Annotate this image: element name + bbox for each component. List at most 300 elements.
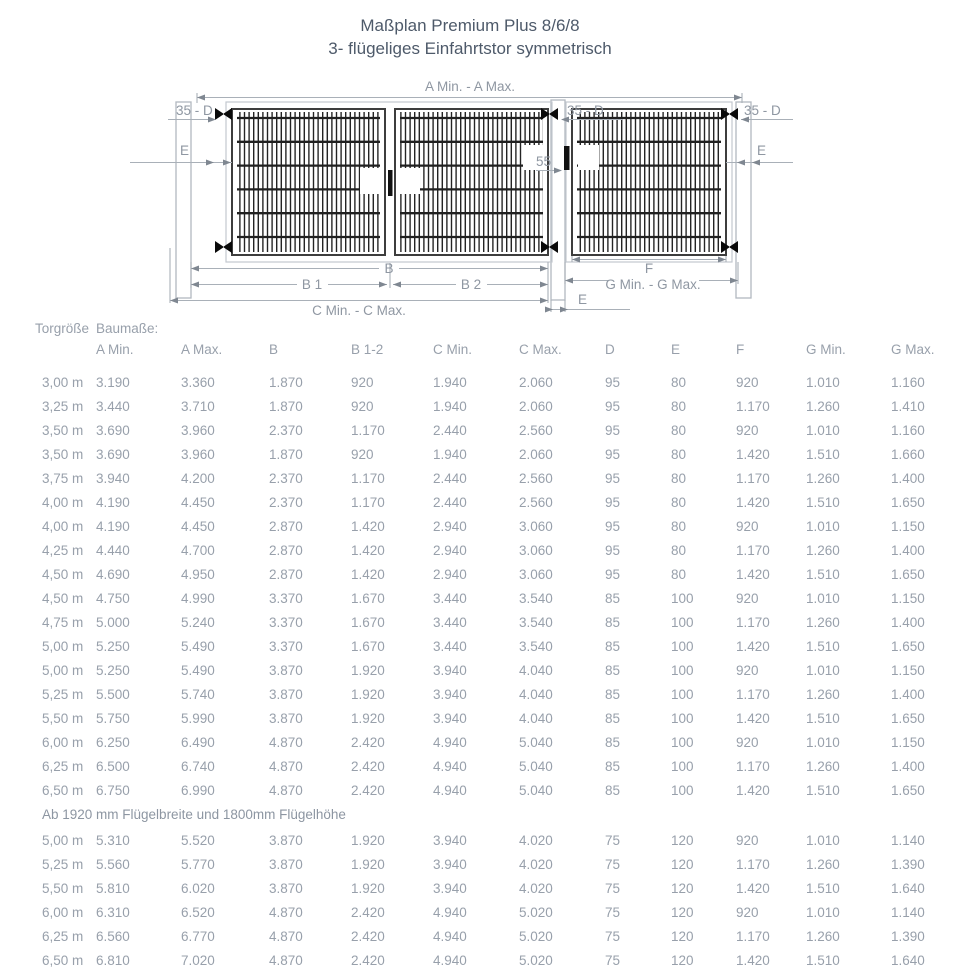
table-row	[35, 852, 960, 876]
dimension-cell: 1.010	[806, 904, 840, 920]
dimension-cell: 2.420	[351, 734, 385, 750]
table-note: Ab 1920 mm Flügelbreite und 1800mm Flügelhöhe	[42, 807, 346, 822]
column-header: A Min.	[96, 342, 134, 357]
dimension-cell: 1.400	[891, 758, 925, 774]
dimension-cell: 5.310	[96, 832, 130, 848]
dimension-cell: 5.250	[96, 638, 130, 654]
dimension-cell: 6.560	[96, 928, 130, 944]
dimension-cell: 85	[605, 734, 621, 750]
dimension-cell: 2.370	[269, 422, 303, 438]
dimension-cell: 95	[605, 542, 621, 558]
dimension-cell: 3.870	[269, 662, 303, 678]
dimension-cell: 95	[605, 398, 621, 414]
dimension-cell: 6.750	[96, 782, 130, 798]
dimension-cell: 2.060	[519, 374, 553, 390]
dimension-cell: 1.410	[891, 398, 925, 414]
dimension-cell: 80	[671, 398, 687, 414]
dimension-cell: 6.520	[181, 904, 215, 920]
dimension-cell: 2.870	[269, 542, 303, 558]
lock-box	[360, 168, 380, 194]
dimension-cell: 1.660	[891, 446, 925, 462]
dimension-cell: 1.510	[806, 566, 840, 582]
dimension-cell: 5.740	[181, 686, 215, 702]
gate-size-cell: 4,75 m	[42, 614, 84, 630]
dimension-cell: 80	[671, 446, 687, 462]
dimension-cell: 5.810	[96, 880, 130, 896]
dimension-cell: 1.510	[806, 952, 840, 968]
dimension-cell: 75	[605, 928, 621, 944]
dimension-cell: 6.310	[96, 904, 130, 920]
dimension-cell: 95	[605, 422, 621, 438]
dimension-cell: 2.940	[433, 542, 467, 558]
gate-size-cell: 4,00 m	[42, 518, 84, 534]
column-header: F	[736, 342, 745, 357]
table-row	[35, 514, 960, 538]
dimension-cell: 1.170	[351, 422, 385, 438]
dimension-cell: 3.540	[519, 638, 553, 654]
dimension-cell: 1.010	[806, 374, 840, 390]
dimension-cell: 2.440	[433, 422, 467, 438]
dimension-cell: 5.490	[181, 662, 215, 678]
dimension-cell: 95	[605, 446, 621, 462]
dimension-cell: 6.490	[181, 734, 215, 750]
dim-label-c: C Min. - C Max.	[312, 303, 406, 318]
dimension-cell: 1.920	[351, 880, 385, 896]
dimension-cell: 1.400	[891, 470, 925, 486]
dimension-cell: 5.000	[96, 614, 130, 630]
dimension-cell: 5.500	[96, 686, 130, 702]
wing-f	[564, 109, 726, 255]
dimension-cell: 920	[736, 832, 759, 848]
dimension-cell: 2.060	[519, 446, 553, 462]
title-line2: 3- flügeliges Einfahrtstor symmetrisch	[328, 39, 612, 58]
dimension-cell: 85	[605, 662, 621, 678]
dimension-cell: 1.140	[891, 832, 925, 848]
dimension-cell: 95	[605, 374, 621, 390]
gate-size-cell: 3,50 m	[42, 446, 84, 462]
dimension-cell: 120	[671, 952, 694, 968]
dimension-cell: 1.650	[891, 494, 925, 510]
table-section-2	[35, 828, 960, 972]
dimension-cell: 5.520	[181, 832, 215, 848]
table-row	[35, 682, 960, 706]
column-header: D	[605, 342, 615, 357]
dimension-cell: 2.870	[269, 566, 303, 582]
dimension-cell: 85	[605, 638, 621, 654]
dimension-cell: 2.370	[269, 470, 303, 486]
dimension-cell: 1.510	[806, 880, 840, 896]
dimension-cell: 1.390	[891, 928, 925, 944]
dim-label-e-bottom: E	[578, 292, 588, 307]
dimension-cell: 1.420	[351, 518, 385, 534]
dimension-cell: 3.540	[519, 614, 553, 630]
table-row	[35, 562, 960, 586]
gate-size-cell: 3,75 m	[42, 470, 84, 486]
dimension-cell: 1.010	[806, 422, 840, 438]
dimension-cell: 2.940	[433, 518, 467, 534]
dim-label-e-left: E	[180, 143, 190, 158]
dimension-cell: 1.150	[891, 590, 925, 606]
gate-size-cell: 5,25 m	[42, 686, 84, 702]
gate-size-cell: 6,50 m	[42, 782, 84, 798]
dimension-cell: 85	[605, 758, 621, 774]
lock-box	[578, 145, 599, 170]
column-header-baumasse: Baumaße:	[96, 321, 159, 336]
dimension-cell: 4.700	[181, 542, 215, 558]
dimension-cell: 1.170	[736, 686, 770, 702]
left-post	[176, 102, 191, 298]
table-row	[35, 610, 960, 634]
dimension-cell: 2.420	[351, 952, 385, 968]
gate-size-cell: 3,00 m	[42, 374, 84, 390]
dimension-cell: 1.920	[351, 686, 385, 702]
dimension-cell: 3.960	[181, 422, 215, 438]
dimension-cell: 1.260	[806, 470, 840, 486]
dimension-cell: 1.170	[736, 758, 770, 774]
dimension-cell: 1.140	[891, 904, 925, 920]
dimension-cell: 920	[736, 590, 759, 606]
dimension-cell: 1.650	[891, 710, 925, 726]
table-row	[35, 466, 960, 490]
dimension-cell: 1.420	[736, 566, 770, 582]
dimension-cell: 1.650	[891, 566, 925, 582]
column-header: G Max.	[891, 342, 935, 357]
dimension-cell: 3.190	[96, 374, 130, 390]
title-line1: Maßplan Premium Plus 8/6/8	[360, 16, 580, 35]
dimension-cell: 4.990	[181, 590, 215, 606]
column-header: C Max.	[519, 342, 562, 357]
dimension-cell: 1.420	[736, 446, 770, 462]
dimension-cell: 3.870	[269, 710, 303, 726]
table-row	[35, 538, 960, 562]
dimension-cell: 4.190	[96, 518, 130, 534]
dim-label-d-left: 35 - D	[176, 103, 213, 118]
dimension-cell: 1.170	[351, 494, 385, 510]
dimension-cell: 6.740	[181, 758, 215, 774]
gate-size-cell: 5,50 m	[42, 880, 84, 896]
dimension-cell: 1.160	[891, 422, 925, 438]
dimension-cell: 100	[671, 614, 694, 630]
gate-size-cell: 4,50 m	[42, 590, 84, 606]
lock-box	[400, 168, 420, 194]
dimension-cell: 3.540	[519, 590, 553, 606]
gate-size-cell: 3,25 m	[42, 398, 84, 414]
dimension-cell: 2.420	[351, 758, 385, 774]
dimension-cell: 1.170	[351, 470, 385, 486]
dimension-cell: 4.450	[181, 494, 215, 510]
dimension-cell: 3.690	[96, 446, 130, 462]
gate-size-cell: 4,50 m	[42, 566, 84, 582]
table-row	[35, 442, 960, 466]
hinge-icon	[541, 241, 558, 253]
dimension-cell: 1.420	[736, 494, 770, 510]
dimension-cell: 3.940	[96, 470, 130, 486]
hinge-icon	[721, 108, 738, 120]
dimension-cell: 5.020	[519, 904, 553, 920]
dimension-cell: 75	[605, 856, 621, 872]
dimension-cell: 2.370	[269, 494, 303, 510]
dimension-cell: 4.870	[269, 952, 303, 968]
dimension-cell: 2.060	[519, 398, 553, 414]
dimension-cell: 2.440	[433, 494, 467, 510]
wing-b1	[232, 109, 385, 255]
dimension-cell: 1.940	[433, 374, 467, 390]
dimension-cell: 4.940	[433, 928, 467, 944]
hinge-icon	[215, 241, 232, 253]
dimension-cell: 1.420	[351, 542, 385, 558]
dimension-cell: 95	[605, 470, 621, 486]
dimension-cell: 4.940	[433, 904, 467, 920]
dimension-cell: 920	[736, 374, 759, 390]
dimension-cell: 2.560	[519, 470, 553, 486]
dimension-cell: 120	[671, 832, 694, 848]
dimension-cell: 4.200	[181, 470, 215, 486]
dimension-cell: 5.560	[96, 856, 130, 872]
middle-post	[551, 100, 565, 300]
gate-size-cell: 6,00 m	[42, 734, 84, 750]
dimension-cell: 3.360	[181, 374, 215, 390]
dimension-cell: 5.020	[519, 928, 553, 944]
dimension-cell: 1.260	[806, 758, 840, 774]
dimension-cell: 1.420	[736, 710, 770, 726]
gate-size-cell: 5,00 m	[42, 662, 84, 678]
dimension-cell: 5.750	[96, 710, 130, 726]
dimension-cell: 1.420	[736, 782, 770, 798]
dimension-cell: 4.440	[96, 542, 130, 558]
dimension-cell: 1.870	[269, 398, 303, 414]
hinge-icon	[215, 108, 232, 120]
dimension-cell: 4.450	[181, 518, 215, 534]
dimension-cell: 3.940	[433, 662, 467, 678]
table-section-1	[35, 370, 960, 802]
dimension-cell: 100	[671, 710, 694, 726]
dim-label-a: A Min. - A Max.	[424, 79, 516, 94]
dimension-cell: 4.870	[269, 928, 303, 944]
dimension-cell: 5.990	[181, 710, 215, 726]
table-row	[35, 876, 960, 900]
dimension-cell: 6.500	[96, 758, 130, 774]
gate-size-cell: 6,00 m	[42, 904, 84, 920]
dimension-cell: 6.020	[181, 880, 215, 896]
dim-label-f: F	[644, 261, 654, 276]
dimension-cell: 100	[671, 638, 694, 654]
dimension-cell: 1.010	[806, 590, 840, 606]
dimension-cell: 3.690	[96, 422, 130, 438]
table-row	[35, 586, 960, 610]
gate-size-cell: 6,50 m	[42, 952, 84, 968]
table-row	[35, 634, 960, 658]
dimension-cell: 80	[671, 566, 687, 582]
dimension-cell: 4.690	[96, 566, 130, 582]
dimension-cell: 4.940	[433, 782, 467, 798]
dimension-cell: 1.260	[806, 542, 840, 558]
table-row	[35, 706, 960, 730]
dimension-cell: 3.940	[433, 880, 467, 896]
gate-size-cell: 3,50 m	[42, 422, 84, 438]
dimension-cell: 2.420	[351, 782, 385, 798]
dimension-cell: 2.560	[519, 494, 553, 510]
dim-label-d-mid: 35 - D	[567, 103, 604, 118]
dimension-cell: 1.870	[269, 374, 303, 390]
table-row	[35, 658, 960, 682]
dimension-cell: 3.370	[269, 638, 303, 654]
dimension-cell: 1.670	[351, 614, 385, 630]
dimension-cell: 1.920	[351, 832, 385, 848]
wing-b2	[388, 109, 548, 255]
dimension-cell: 3.710	[181, 398, 215, 414]
dimension-cell: 4.020	[519, 856, 553, 872]
table-row	[35, 370, 960, 394]
dimension-cell: 3.940	[433, 856, 467, 872]
dimension-cell: 4.940	[433, 952, 467, 968]
dimension-cell: 6.770	[181, 928, 215, 944]
dimension-cell: 85	[605, 686, 621, 702]
dimension-cell: 2.420	[351, 928, 385, 944]
dim-label-g: G Min. - G Max.	[605, 277, 701, 292]
dimension-cell: 6.990	[181, 782, 215, 798]
table-row	[35, 730, 960, 754]
dimension-cell: 85	[605, 710, 621, 726]
dimension-cell: 1.150	[891, 662, 925, 678]
table-row	[35, 828, 960, 852]
dimension-cell: 6.250	[96, 734, 130, 750]
gate-size-cell: 4,25 m	[42, 542, 84, 558]
dimension-cell: 1.640	[891, 880, 925, 896]
dimension-cell: 95	[605, 518, 621, 534]
gate-size-cell: 5,00 m	[42, 832, 84, 848]
dimension-cell: 7.020	[181, 952, 215, 968]
center-drop-bolt	[388, 170, 393, 196]
dimension-cell: 1.920	[351, 856, 385, 872]
dimension-cell: 5.040	[519, 782, 553, 798]
dimension-cell: 1.510	[806, 446, 840, 462]
gate-size-cell: 4,00 m	[42, 494, 84, 510]
column-header-torgroesse: Torgröße	[35, 321, 90, 336]
dimension-cell: 1.260	[806, 928, 840, 944]
table-row	[35, 924, 960, 948]
dimension-cell: 1.510	[806, 710, 840, 726]
column-header: A Max.	[181, 342, 223, 357]
dimension-cell: 5.040	[519, 758, 553, 774]
dimension-cell: 75	[605, 880, 621, 896]
dimension-cell: 80	[671, 518, 687, 534]
dimension-cell: 5.020	[519, 952, 553, 968]
dimension-cell: 920	[736, 662, 759, 678]
dimension-cell: 85	[605, 614, 621, 630]
dimension-cell: 1.170	[736, 398, 770, 414]
dimension-cell: 4.040	[519, 662, 553, 678]
table-row	[35, 900, 960, 924]
dimension-cell: 4.020	[519, 880, 553, 896]
dimension-cell: 1.920	[351, 662, 385, 678]
dimension-cell: 1.170	[736, 614, 770, 630]
dimension-cell: 1.400	[891, 542, 925, 558]
dimension-cell: 3.870	[269, 880, 303, 896]
dimension-cell: 3.440	[433, 638, 467, 654]
dimension-cell: 5.770	[181, 856, 215, 872]
table-row	[35, 418, 960, 442]
dimension-cell: 1.870	[269, 446, 303, 462]
dimension-cell: 920	[351, 398, 374, 414]
table-row	[35, 948, 960, 972]
dimension-cell: 4.870	[269, 734, 303, 750]
dimension-cell: 95	[605, 494, 621, 510]
dimension-cell: 1.170	[736, 470, 770, 486]
dimension-cell: 4.950	[181, 566, 215, 582]
dimension-cell: 4.940	[433, 734, 467, 750]
dimension-cell: 75	[605, 832, 621, 848]
dimension-cell: 2.440	[433, 470, 467, 486]
dimension-cell: 120	[671, 880, 694, 896]
dimension-cell: 80	[671, 542, 687, 558]
dimension-cell: 120	[671, 904, 694, 920]
hinge-icon	[541, 108, 558, 120]
dimension-cell: 1.940	[433, 398, 467, 414]
dimension-cell: 75	[605, 952, 621, 968]
group-header-row	[35, 318, 960, 339]
dimension-cell: 1.400	[891, 614, 925, 630]
dimension-cell: 4.940	[433, 758, 467, 774]
dimension-cell: 1.150	[891, 734, 925, 750]
dimension-cell: 80	[671, 494, 687, 510]
dimension-cell: 1.420	[736, 638, 770, 654]
dim-label-e-right: E	[757, 143, 767, 158]
dimension-cell: 1.010	[806, 518, 840, 534]
gate-size-cell: 5,25 m	[42, 856, 84, 872]
dimension-cell: 2.560	[519, 422, 553, 438]
column-header: E	[671, 342, 681, 357]
dimension-cell: 95	[605, 566, 621, 582]
dimension-cell: 100	[671, 758, 694, 774]
dimension-cell: 1.010	[806, 662, 840, 678]
dimension-cell: 1.650	[891, 638, 925, 654]
dimension-cell: 4.750	[96, 590, 130, 606]
dimension-cell: 3.370	[269, 590, 303, 606]
dimension-cell: 920	[736, 904, 759, 920]
dimension-cell: 3.060	[519, 542, 553, 558]
dimension-cell: 3.960	[181, 446, 215, 462]
dimension-cell: 4.190	[96, 494, 130, 510]
dimension-cell: 4.040	[519, 710, 553, 726]
dimension-cell: 4.870	[269, 904, 303, 920]
dimension-cell: 1.420	[736, 880, 770, 896]
column-header: G Min.	[806, 342, 846, 357]
dimension-cell: 1.260	[806, 856, 840, 872]
dimension-cell: 3.440	[433, 614, 467, 630]
table-row	[35, 490, 960, 514]
gate-diagram	[0, 0, 960, 330]
dimension-cell: 100	[671, 734, 694, 750]
dimension-cell: 1.510	[806, 782, 840, 798]
dim-label-b1: B 1	[301, 277, 323, 292]
dimension-cell: 3.870	[269, 686, 303, 702]
dimension-cell: 4.040	[519, 686, 553, 702]
dimension-cell: 4.870	[269, 782, 303, 798]
dimension-cell: 5.240	[181, 614, 215, 630]
dimension-cell: 120	[671, 928, 694, 944]
dimension-cell: 4.870	[269, 758, 303, 774]
dimension-table	[35, 318, 960, 972]
dimension-cell: 920	[736, 734, 759, 750]
dimension-cell: 3.940	[433, 710, 467, 726]
gate-size-cell: 5,50 m	[42, 710, 84, 726]
dimension-cell: 1.390	[891, 856, 925, 872]
dimension-cell: 3.870	[269, 832, 303, 848]
column-header-row	[35, 339, 960, 360]
dimension-cell: 3.440	[433, 590, 467, 606]
dimension-cell: 6.810	[96, 952, 130, 968]
dimension-cell: 1.150	[891, 518, 925, 534]
